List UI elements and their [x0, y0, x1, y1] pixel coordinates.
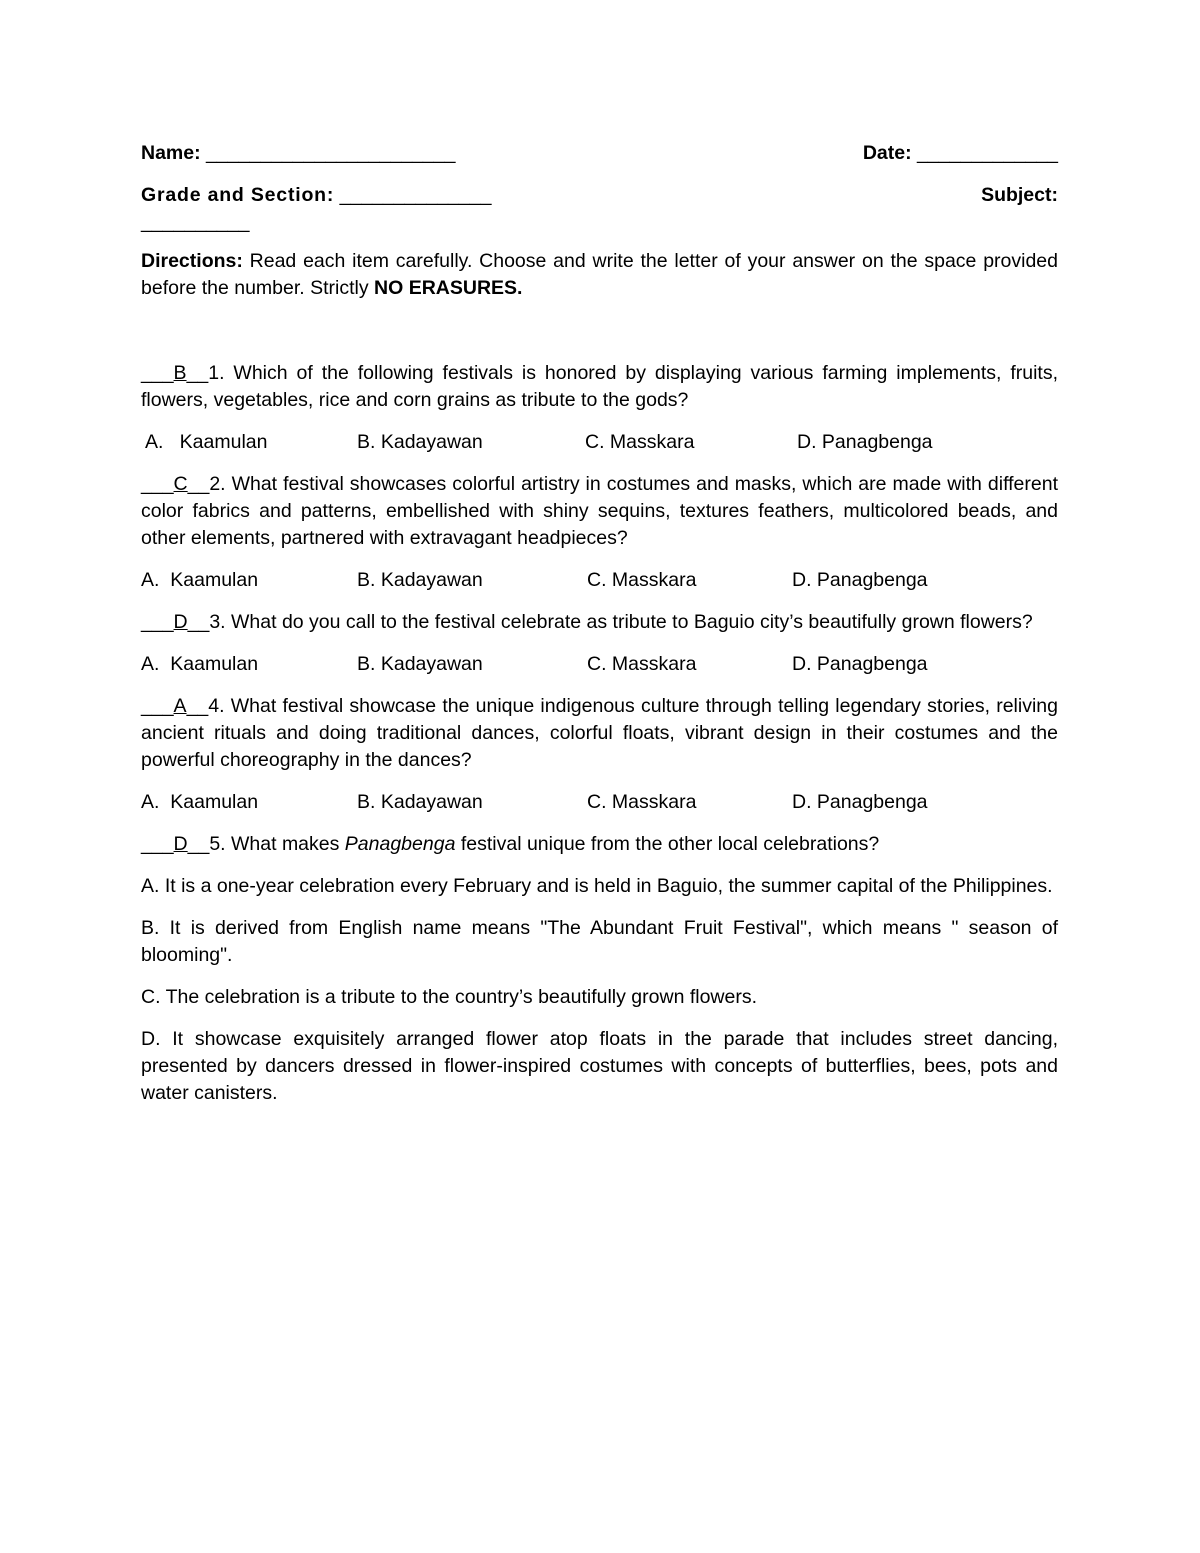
question-text: __3. What do you call to the festival celebrate as tribute to Baguio city’s beautifully grown flowers?	[187, 611, 1033, 633]
choice-a: A. Kaamulan	[141, 791, 259, 813]
question-text-italic: Panagbenga	[344, 833, 456, 855]
choice-c: C. Masskara	[587, 791, 697, 813]
worksheet-content	[141, 140, 1058, 1107]
question-text-after: festival unique from the other local celebrations?	[455, 833, 880, 855]
subject-blank: __________	[141, 211, 250, 233]
choice-d: D. Panagbenga	[797, 431, 933, 453]
directions-text: Read each item carefully. Choose and write the letter of your answer on the space provided before the number. Strictly	[141, 250, 1058, 299]
question-5	[141, 831, 1058, 858]
answer-blank-prefix: ___	[141, 833, 174, 855]
choices-row-1	[141, 429, 1058, 456]
choice-a: A. Kaamulan	[141, 653, 259, 675]
answer-blank-prefix: ___	[141, 611, 174, 633]
option-c: C. The celebration is a tribute to the country’s beautifully grown flowers.	[141, 986, 758, 1008]
date-label: Date:	[862, 142, 912, 164]
header-row-name-date	[141, 140, 1058, 167]
choice-c: C. Masskara	[585, 431, 695, 453]
directions-emphasis: NO ERASURES.	[374, 277, 523, 299]
choice-d: D. Panagbenga	[792, 569, 928, 591]
choice-b: B. Kadayawan	[357, 569, 483, 591]
name-blank: _______________________	[206, 142, 456, 164]
option-d: D. It showcase exquisitely arranged flower atop floats in the parade that includes street dancing, presented by dancers dressed in flower-inspired costumes with concepts of butterflies, bees, pots and water canisters.	[141, 1028, 1058, 1104]
date-field	[863, 140, 1058, 167]
option-a: A. It is a one-year celebration every February and is held in Baguio, the summer capital of the Philippines.	[141, 875, 1053, 897]
choices-row-2	[141, 567, 1058, 594]
choice-b: B. Kadayawan	[357, 431, 483, 453]
choices-row-3	[141, 651, 1058, 678]
choice-c: C. Masskara	[587, 653, 697, 675]
directions-label: Directions:	[141, 250, 243, 272]
name-label: Name:	[141, 142, 201, 164]
header-row-grade-subject	[141, 182, 1058, 209]
grade-section-label: Grade and Section:	[141, 184, 335, 206]
grade-section-blank: ______________	[339, 184, 492, 206]
date-blank: _____________	[917, 142, 1058, 164]
choices-row-4	[141, 789, 1058, 816]
question-text-before: __5. What makes	[187, 833, 345, 855]
option-b: B. It is derived from English name means "The Abundant Fruit Festival", which means " season of blooming".	[141, 917, 1058, 966]
choice-b: B. Kadayawan	[357, 791, 483, 813]
choice-d: D. Panagbenga	[792, 791, 928, 813]
question-text: __4. What festival showcase the unique indigenous culture through telling legendary stories, reliving ancient rituals and doing traditional dances, colorful floats, vibrant design in their costumes and the powerful choreography in the dances?	[141, 695, 1058, 771]
question-1	[141, 360, 1058, 414]
choice-b: B. Kadayawan	[357, 653, 483, 675]
answer-letter: B	[173, 362, 187, 384]
choice-a: A. Kaamulan	[141, 569, 259, 591]
answer-letter: D	[173, 833, 188, 855]
choice-d: D. Panagbenga	[792, 653, 928, 675]
name-field	[141, 140, 455, 167]
answer-blank-prefix: ___	[141, 473, 174, 495]
directions	[141, 248, 1058, 302]
question-text: __2. What festival showcases colorful artistry in costumes and masks, which are made with different color fabrics and patterns, embellished with shiny sequins, textures feathers, multicolored beads, and other elements, partnered with extravagant headpieces?	[141, 473, 1058, 549]
question-text: __1. Which of the following festivals is honored by displaying various farming implements, fruits, flowers, vegetables, rice and corn grains as tribute to the gods?	[141, 362, 1058, 411]
answer-letter: A	[173, 695, 187, 717]
grade-section-field	[141, 182, 491, 209]
question-2	[141, 471, 1058, 552]
subject-label: Subject:	[981, 184, 1058, 206]
answer-blank-prefix: ___	[141, 362, 174, 384]
question-3	[141, 609, 1058, 636]
answer-blank-prefix: ___	[141, 695, 174, 717]
choice-c: C. Masskara	[587, 569, 697, 591]
answer-letter: C	[173, 473, 188, 495]
choice-a: A. Kaamulan	[145, 431, 268, 453]
answer-letter: D	[173, 611, 188, 633]
question-4	[141, 693, 1058, 774]
